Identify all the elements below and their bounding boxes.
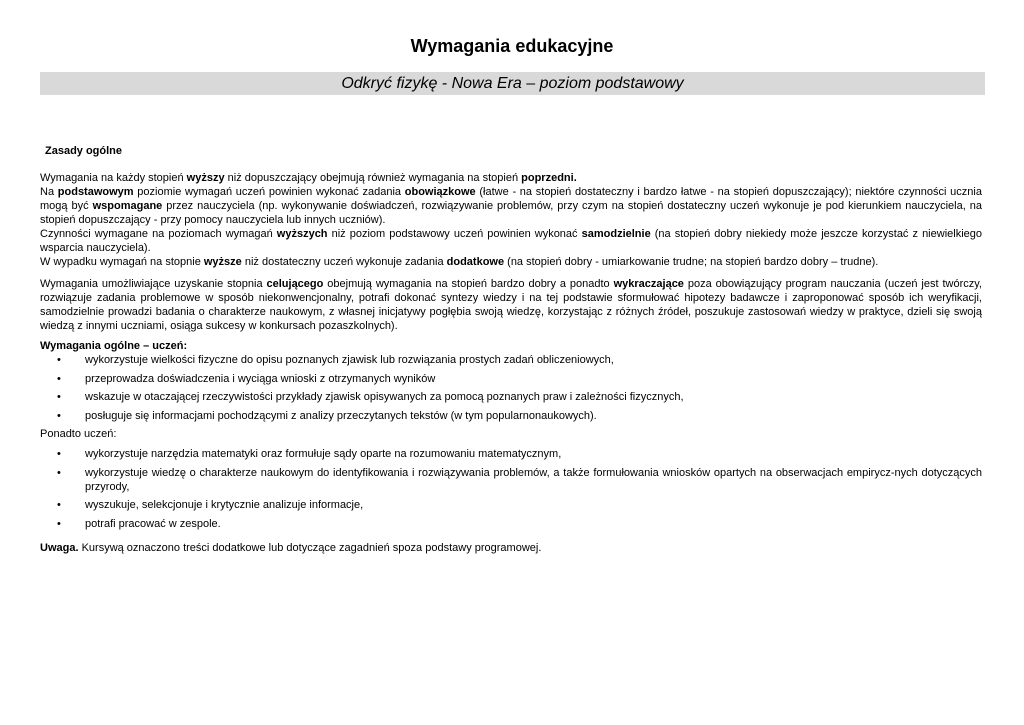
text-run-bold: wyższych bbox=[276, 228, 328, 240]
text-run: (łatwe - na stopień dostateczny i bardzo łatwe - na stopień dopuszczający); niektóre czynności ucznia mogą być bbox=[40, 186, 982, 212]
text-run: przez nauczyciela (np. wykonywanie doświadczeń, rozwiązywanie problemów, przy czym na stopień dostateczny uczeń wykonuje je pod kierunkiem nauczyciela, na stopień dopuszczający - przy pomocy nauczyciela lub innych uczniów). bbox=[40, 200, 982, 226]
text-run-bold: wyższe bbox=[203, 256, 242, 268]
rules-paragraph-1 bbox=[40, 171, 982, 185]
document-title: Wymagania edukacyjne bbox=[410, 36, 614, 56]
bullet-icon: • bbox=[57, 517, 61, 530]
text-run: (na stopień dobry - umiarkowanie trudne; na stopień bardzo dobry – trudne). bbox=[504, 256, 879, 268]
document-content bbox=[40, 144, 982, 555]
document-subtitle: Odkryć fizykę - Nowa Era – poziom podstawowy bbox=[341, 75, 684, 92]
rules-paragraph-5 bbox=[40, 277, 982, 333]
requirements-list bbox=[40, 353, 982, 423]
text-run-bold: samodzielnie bbox=[581, 228, 651, 240]
subtitle-banner bbox=[40, 72, 985, 95]
list-item bbox=[40, 390, 982, 404]
text-run: niż poziom podstawowy uczeń powinien wykonać bbox=[327, 228, 582, 240]
list-item bbox=[40, 466, 982, 494]
text-run: poza obowiązujący program nauczania (uczeń jest twórczy, rozwiązuje zadania problemowe w sposób niekonwencjonalny, potrafi dokonać syntezy wiedzy i na tej podstawie sformułować hipotezy badawcze i zaproponować sposób ich weryfikacji, samodzielnie prowadzi badania o charakterze naukowym, z własnej inicjatywy pogłębia swoją wiedzę, korzystając z różnych źródeł, poszukuje zastosowań wiedzy w praktyce, dzieli się swoją wiedzą z innymi uczniami, osiąga sukcesy w konkursach pozaszkolnych). bbox=[40, 278, 982, 332]
list-item-text: wykorzystuje narzędzia matematyki oraz formułuje sądy oparte na rozumowaniu matematycznym, bbox=[85, 448, 562, 460]
text-run: W wypadku wymagań na stopnie bbox=[40, 256, 204, 268]
list-item-text: wskazuje w otaczającej rzeczywistości przykłady zjawisk opisywanych za pomocą poznanych praw i zależności fizycznych, bbox=[85, 391, 684, 403]
note-text: Kursywą oznaczono treści dodatkowe lub dotyczące zagadnień spoza podstawy programowej. bbox=[78, 541, 542, 554]
bullet-icon: • bbox=[57, 499, 61, 511]
text-run: Wymagania na każdy stopień bbox=[40, 172, 187, 184]
bullet-icon: • bbox=[57, 354, 61, 366]
list-item bbox=[40, 447, 982, 461]
text-run-bold: poprzedni. bbox=[521, 172, 577, 184]
bullet-icon: • bbox=[57, 372, 61, 385]
list-item-text: potrafi pracować w zespole. bbox=[85, 517, 221, 530]
rules-paragraph-3 bbox=[40, 227, 982, 255]
list-item bbox=[40, 353, 982, 367]
text-run-bold: podstawowym bbox=[57, 186, 134, 198]
text-run: niż dostateczny uczeń wykonuje zadania bbox=[241, 256, 447, 268]
rules-paragraph-4 bbox=[40, 255, 982, 269]
text-run-bold: wspomagane bbox=[92, 200, 163, 212]
text-run: obejmują wymagania na stopień bardzo dobry a ponadto bbox=[323, 278, 614, 290]
text-run-bold: dodatkowe bbox=[446, 256, 505, 268]
additional-requirements-heading: Ponadto uczeń: bbox=[40, 428, 117, 440]
list-item bbox=[40, 372, 982, 386]
rules-paragraph-2 bbox=[40, 185, 982, 227]
list-item-text: przeprowadza doświadczenia i wyciąga wnioski z otrzymanych wyników bbox=[85, 372, 436, 385]
text-run-bold: obowiązkowe bbox=[404, 186, 476, 198]
text-run-bold: celującego bbox=[266, 278, 324, 290]
list-item bbox=[40, 517, 982, 531]
bullet-icon: • bbox=[57, 391, 61, 403]
bullet-icon: • bbox=[57, 409, 61, 422]
additional-requirements-list bbox=[40, 447, 982, 531]
list-item bbox=[40, 409, 982, 423]
text-run: poziomie wymagań uczeń powinien wykonać zadania bbox=[133, 186, 405, 198]
text-run: niż dopuszczający obejmują również wymagania na stopień bbox=[224, 172, 522, 184]
list-item-text: wykorzystuje wielkości fizyczne do opisu poznanych zjawisk lub rozwiązania prostych zadań obliczeniowych, bbox=[85, 354, 614, 366]
student-requirements-heading: Wymagania ogólne – uczeń: bbox=[40, 340, 188, 352]
text-run: Na bbox=[40, 186, 58, 198]
general-rules-heading: Zasady ogólne bbox=[45, 145, 123, 157]
text-run: (na stopień dobry niekiedy może jeszcze korzystać z niewielkiego wsparcia nauczyciela). bbox=[40, 228, 982, 254]
bullet-icon: • bbox=[57, 466, 61, 479]
note-label: Uwaga. bbox=[40, 541, 79, 554]
note-paragraph bbox=[40, 541, 982, 555]
list-item-text: posługuje się informacjami pochodzącymi z analizy przeczytanych tekstów (w tym popularnonaukowych). bbox=[85, 409, 597, 422]
text-run: Wymagania umożliwiające uzyskanie stopnia bbox=[40, 278, 267, 290]
list-item bbox=[40, 498, 982, 512]
text-run: Czynności wymagane na poziomach wymagań bbox=[40, 228, 277, 240]
text-run-bold: wykraczające bbox=[613, 278, 684, 290]
bullet-icon: • bbox=[57, 448, 61, 460]
text-run-bold: wyższy bbox=[186, 172, 225, 184]
list-item-text: wykorzystuje wiedzę o charakterze naukowym do identyfikowania i rozwiązywania problemów, a także formułowania wniosków opartych na obserwacjach empirycz-nych dotyczących przyrody, bbox=[85, 466, 982, 493]
list-item-text: wyszukuje, selekcjonuje i krytycznie analizuje informacje, bbox=[85, 499, 364, 511]
